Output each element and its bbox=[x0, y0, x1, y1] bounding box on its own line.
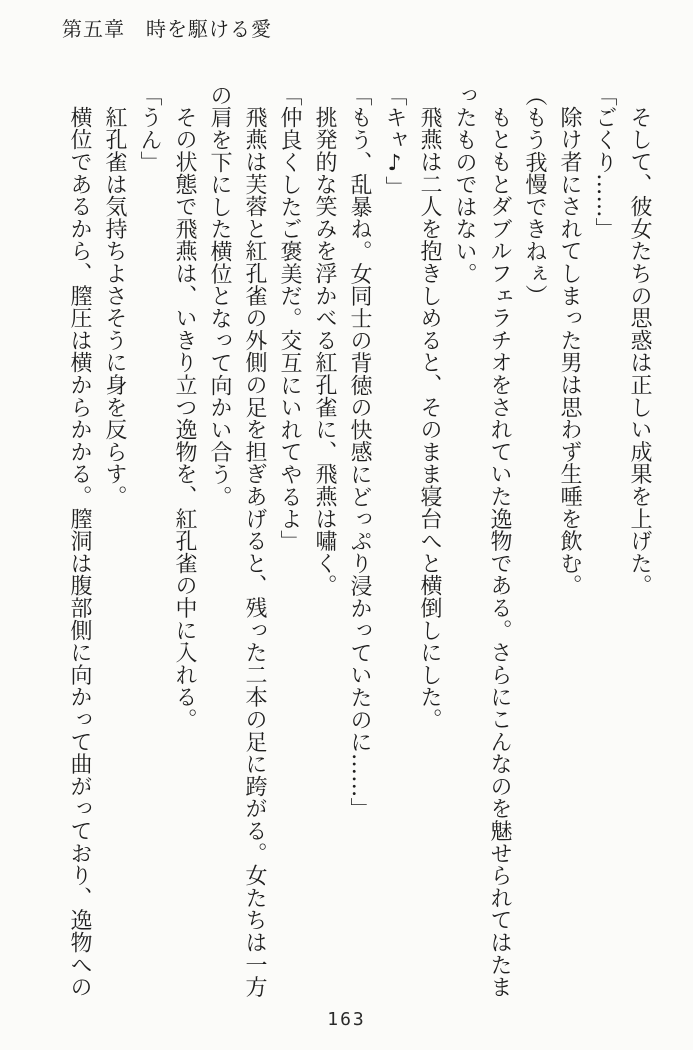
chapter-header: 第五章 時を駆ける愛 bbox=[62, 17, 272, 41]
paragraph: 除け者にされてしまった男は思わず生唾を飲む。 bbox=[557, 106, 582, 597]
paragraph: 「仲良くしたご褒美だ。交互にいれてやるよ」 bbox=[277, 84, 302, 553]
paragraph: もともとダブルフェラチオをされていた逸物である。さらにこんなのを魅せられてはたまったものではない。 bbox=[452, 84, 512, 998]
paragraph: 「ごくり……」 bbox=[592, 84, 617, 241]
paragraph: 紅孔雀は気持ちよさそうに身を反らす。 bbox=[102, 106, 127, 508]
paragraph: （もう我慢できねぇ） bbox=[522, 84, 547, 307]
paragraph: 飛燕は芙蓉と紅孔雀の外側の足を担ぎあげると、残った二本の足に跨がる。女たちは一方の肩を下にした横位となって向かい合う。 bbox=[207, 84, 267, 998]
paragraph: 「うん」 bbox=[137, 84, 162, 174]
page-number: 163 bbox=[327, 1009, 366, 1030]
paragraph: その状態で飛燕は、いきり立つ逸物を、紅孔雀の中に入れる。 bbox=[172, 106, 197, 731]
paragraph: 「もう、乱暴ね。女同士の背徳の快感にどっぷり浸かっていたのに……」 bbox=[347, 84, 372, 820]
paragraph: 飛燕は二人を抱きしめると、そのまま寝台へと横倒しにした。 bbox=[417, 106, 442, 731]
paragraph: 「キャ♪」 bbox=[382, 84, 407, 199]
text-body bbox=[55, 84, 657, 1006]
paragraph: そして、彼女たちの思惑は正しい成果を上げた。 bbox=[627, 106, 652, 597]
paragraph: 挑発的な笑みを浮かべる紅孔雀に、飛燕は嘯く。 bbox=[312, 106, 337, 597]
paragraph: 横位であるから、膣圧は横からかかる。膣洞は腹部側に向かって曲がっており、逸物への bbox=[67, 106, 92, 998]
